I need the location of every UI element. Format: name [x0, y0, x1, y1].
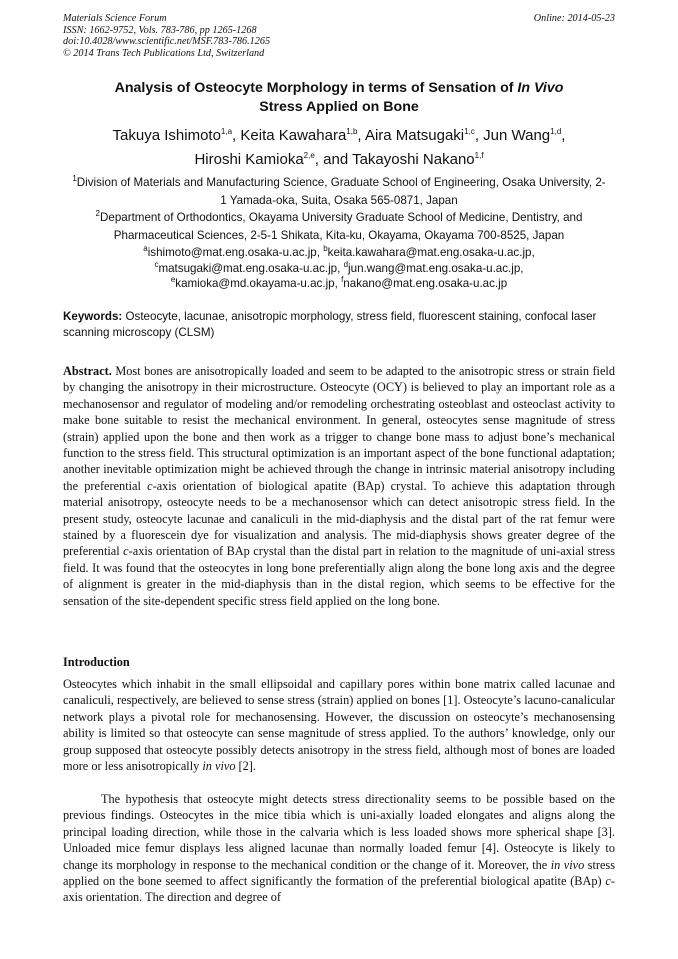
email[interactable]: keita.kawahara@mat.eng.osaka-u.ac.jp	[327, 246, 532, 259]
author: Takuya Ishimoto	[112, 127, 221, 144]
abstract	[63, 363, 615, 609]
author-sup: 1,a	[220, 127, 233, 136]
intro-text: [2].	[235, 759, 256, 774]
author-sup: 1,d	[550, 127, 562, 136]
intro-italic: c	[605, 874, 611, 889]
abstract-italic-c: c	[147, 478, 153, 493]
intro-italic: in vivo	[202, 759, 236, 774]
intro-text: -axis orientation. The direction and degree of	[63, 874, 615, 905]
author-sup: 1,c	[464, 127, 475, 136]
journal-header	[63, 13, 615, 59]
affiliation-1	[70, 174, 608, 209]
email-sup: c	[154, 259, 159, 269]
intro-italic: in vivo	[550, 857, 585, 872]
author-sup: 1,b	[346, 127, 358, 136]
author: Hiroshi Kamioka	[194, 151, 304, 168]
keywords	[63, 309, 615, 340]
author: Keita Kawahara	[240, 127, 347, 144]
author: Aira Matsugaki	[364, 127, 465, 144]
keywords-text: Osteocyte, lacunae, anisotropic morphology, stress field, fluorescent staining, confocal laser scanning microscopy (CLSM)	[63, 310, 597, 339]
email-sup: a	[143, 244, 148, 254]
online-date: Online: 2014-05-23	[533, 13, 615, 24]
email[interactable]: matsugaki@mat.eng.osaka-u.ac.jp	[158, 261, 338, 275]
title-line1: Analysis of Osteocyte Morphology in terms of Sensation of	[114, 80, 518, 96]
email-sup: f	[341, 275, 344, 285]
intro-paragraph-1	[63, 676, 615, 774]
intro-text: stress applied on the bone seemed to affect significantly the formation of the preferential biological apatite (BAp)	[63, 857, 615, 889]
intro-text: Osteocytes which inhabit in the small ellipsoidal and capillary pores within bone matrix called lacunae and canaliculi, respectively, are believed to sense stress (strain) applied on bones [1]. Osteocyte’s lacuno-canalicular network plays a pivotal role for mechanosensing. However, the discussion on osteocyte’s mechanosensing ability is limited so that osteocyte can sense magnitude of stress applied. To the authors’ knowledge, only our group supposed that osteocyte possibly detects anisotropy in the stress field, although most of bones are loaded more or less anisotropically	[63, 677, 615, 774]
abstract-label: Abstract.	[63, 364, 112, 378]
affiliation-text: Department of Orthodontics, Okayama University Graduate School of Medicine, Dentistry, and Pharmaceutical Sciences, 2-5-1 Shikata, Kita-ku, Okayama, Okayama 700-8525, Japan	[100, 211, 583, 242]
abstract-text-3: -axis orientation of BAp crystal than the distal part in relation to the magnitude of uni-axial stress field. It was found that the osteocytes in long bone preferentially align along the bone long axis and the degree of alignment is greater in the mid-diaphysis than in the distal region, which seems to be effective for the sensation of the site-dependent specific stress field applied on the long bone.	[63, 544, 615, 608]
email[interactable]: jun.wang@mat.eng.osaka-u.ac.jp	[348, 261, 521, 275]
author-list: Takuya Ishimoto$^{1,a}$, Keita Kawahara$^{1,b}$, Aira Matsugaki$^{1,c}$, Jun Wang$^{1,d}$, Hiroshi Kamioka$^{2,e}$, and Takayoshi Nakano$^{1,f}$	[112, 127, 566, 168]
section-heading: Introduction	[63, 655, 130, 669]
author-sup: 2,e	[303, 151, 315, 160]
affiliation-text: Division of Materials and Manufacturing Science, Graduate School of Engineering, Osaka University, 2-1 Yamada-oka, Suita, Osaka 565-0871, Japan	[76, 176, 606, 207]
title-italic: In Vivo	[517, 80, 564, 96]
intro-text: The hypothesis that osteocyte might detects stress directionality seems to be possible based on the previous findings. Osteocytes in the mice tibia which is uni-axially loaded elongates and aligns along the principal loading direction, while those in the calvaria which is less loaded shows more spherical shape [3]. Unloaded mice femur displays less aligned lacunae than normally loaded femur [4]. Osteocyte is likely to change its morphology in response to the mechanical condition or the change of it. Moreover, the	[63, 792, 615, 872]
email-sup: b	[323, 244, 328, 254]
abstract-text-2: -axis orientation of biological apatite (BAp) crystal. To achieve this adaptation through material anisotropy, osteocyte needs to be a mechanosensor which can detect anisotropic stress field. In the present study, osteocyte lacunae and canaliculi in the mid-diaphysis and the distal part of the rat femur were stained by a fluorescein dye for visualization and analysis. The mid-diaphysis shows greater degree of the preferential	[63, 478, 615, 559]
doi: doi:10.4028/www.scientific.net/MSF.783-786.1265	[63, 36, 271, 48]
affiliation-sup: 1	[72, 174, 77, 184]
intro-paragraph-2	[63, 791, 615, 906]
email[interactable]: kamioka@md.okayama-u.ac.jp	[175, 277, 335, 290]
title-line2: Stress Applied on Bone	[259, 99, 419, 115]
issn: ISSN: 1662-9752, Vols. 783-786, pp 1265-1268	[63, 24, 257, 36]
keywords-label: Keywords:	[63, 310, 123, 323]
abstract-text-1: Most bones are anisotropically loaded and seem to be adapted to the anisotropic stress or strain field by changing the anisotropy in their microstructure. Osteocyte (OCY) is believed to play an important role as a mechanosensor and regulator of modeling and/or remodeling orchestrating osteoblast and osteoclast activity to make bone suitable to resist the mechanical environment. In general, osteocytes sense magnitude of stress (strain) applied upon the bone and then work as a trigger to change bone mass to adjust bone’s mechanical function to the stress field. This structural optimization is an important aspect of the bone functional adaptation; another inevitable optimization might be achieved through the change in intrinsic material anisotropy including the preferential	[63, 364, 615, 493]
copyright: © 2014 Trans Tech Publications Ltd, Switzerland	[63, 47, 265, 59]
author: Takayoshi Nakano	[352, 151, 475, 168]
affiliation-2	[70, 209, 608, 244]
journal-name: Materials Science Forum	[63, 13, 167, 24]
email[interactable]: nakano@mat.eng.osaka-u.ac.jp	[343, 277, 508, 290]
email[interactable]: ishimoto@mat.eng.osaka-u.ac.jp	[147, 246, 317, 259]
paper-title	[60, 79, 618, 117]
email-sup: d	[343, 259, 349, 269]
email-list: $^a$ishimoto@mat.eng.osaka-u.ac.jp, $^b$keita.kawahara@mat.eng.osaka-u.ac.jp, $^c$matsugaki@mat.eng.osaka-u.ac.jp, $^d$jun.wang@mat.eng.osaka-u.ac.jp, $^e$kamioka@md.okayama-u.ac.jp, $^f$nakano@mat.eng.osaka-u.ac.jp	[143, 244, 535, 290]
author: Jun Wang	[483, 127, 551, 144]
author-sup: 1,f	[474, 151, 484, 160]
affiliation-sup: 2	[95, 209, 100, 219]
email-sup: e	[170, 275, 176, 285]
abstract-italic-c: c	[123, 544, 129, 559]
